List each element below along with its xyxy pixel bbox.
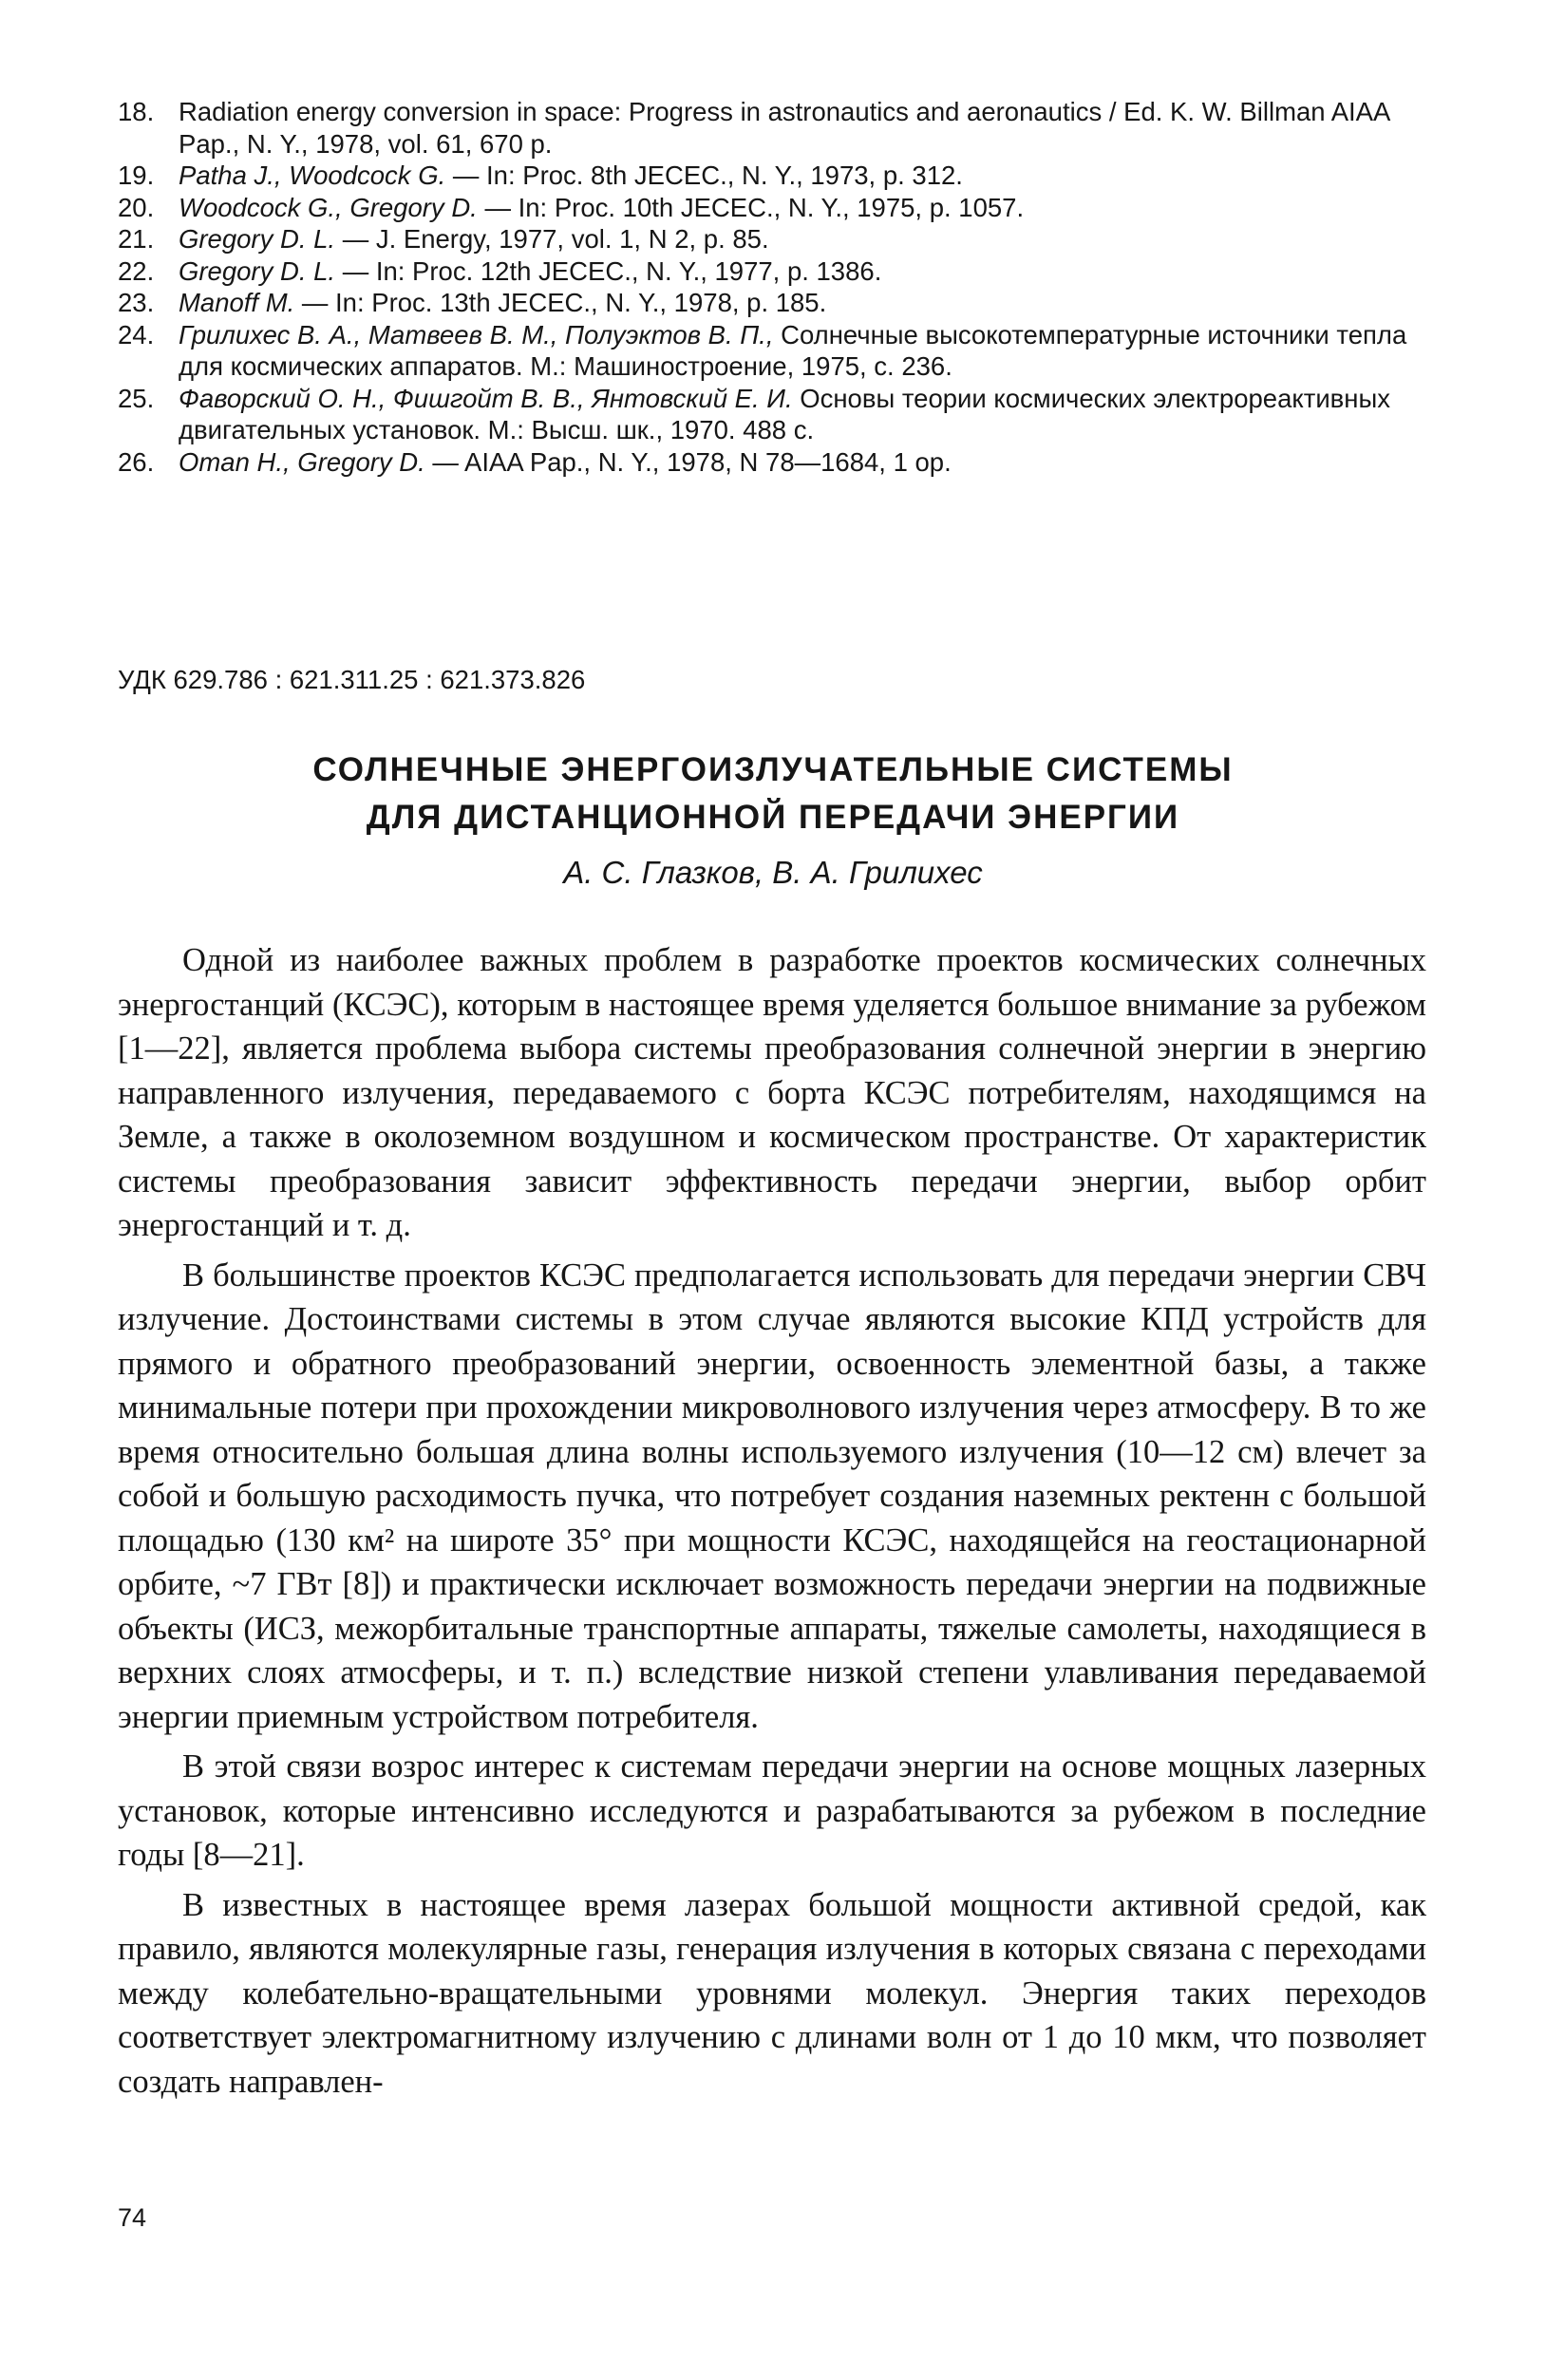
reference-text: — AIAA Pap., N. Y., 1978, N 78—1684, 1 op. bbox=[424, 446, 952, 477]
reference-number: 26. bbox=[118, 446, 155, 477]
article-title-line: СОЛНЕЧНЫЕ ЭНЕРГОИЗЛУЧАТЕЛЬНЫЕ СИСТЕМЫ bbox=[312, 751, 1234, 788]
reference-text: — In: Proc. 12th JECEC., N. Y., 1977, p. 1386. bbox=[335, 255, 882, 286]
udk-code: УДК 629.786 : 621.311.25 : 621.373.826 bbox=[118, 665, 586, 694]
body-paragraph: Одной из наиболее важных проблем в разработке проектов космических солнечных энергостанций (КСЭС), которым в настоящее время уделяется большое внимание за рубежом [1—22], является проблема выбора системы преобразования солнечной энергии в энергию направленного излучения, передаваемого с борта КСЭС потребителям, находящимся на Земле, а также в околоземном воздушном и космическом пространстве. От характеристик системы преобразования зависит эффективность передачи энергии, выбор орбит энергостанций и т. д. bbox=[118, 942, 1426, 1243]
reference-authors: Грилихес В. А., Матвеев В. М., Полуэктов В. П., bbox=[179, 319, 774, 349]
page-number: 74 bbox=[118, 2203, 147, 2232]
reference-item bbox=[118, 192, 1447, 224]
reference-text: Солнечные высокотемпературные источники тепла для космических аппаратов. М.: Машиностроение, 1975, с. 236. bbox=[179, 319, 1407, 381]
reference-item bbox=[118, 319, 1447, 383]
reference-item bbox=[118, 255, 1447, 288]
reference-item bbox=[118, 223, 1447, 255]
reference-authors: Gregory D. L. bbox=[179, 224, 336, 254]
reference-authors: Manoff M. bbox=[179, 288, 295, 317]
reference-number: 18. bbox=[118, 97, 155, 126]
reference-authors: Gregory D. L. bbox=[179, 255, 336, 286]
reference-item bbox=[118, 446, 1447, 479]
article-title bbox=[118, 746, 1428, 841]
reference-authors: Patha J., Woodcock G. bbox=[179, 161, 446, 190]
reference-authors: Oman H., Gregory D. bbox=[179, 446, 425, 477]
reference-authors: Woodcock G., Gregory D. bbox=[179, 192, 478, 222]
reference-text: Основы теории космических электрореактивных двигательных установок. М.: Высш. шк., 1970. 488 с. bbox=[179, 383, 1390, 444]
body-paragraph: В этой связи возрос интерес к системам передачи энергии на основе мощных лазерных установок, которые интенсивно исследуются и разрабатываются за рубежом в последние годы [8—21]. bbox=[118, 1748, 1426, 1873]
reference-item bbox=[118, 160, 1447, 192]
article-title-line: ДЛЯ ДИСТАНЦИОННОЙ ПЕРЕДАЧИ ЭНЕРГИИ bbox=[366, 799, 1180, 836]
reference-list bbox=[118, 96, 1447, 478]
reference-number: 23. bbox=[118, 288, 155, 317]
reference-number: 25. bbox=[118, 383, 155, 413]
reference-number: 20. bbox=[118, 192, 155, 222]
body-paragraph: В известных в настоящее время лазерах большой мощности активной средой, как правило, являются молекулярные газы, генерация излучения в которых связана с переходами между колебательно-вращательными уровнями молекул. Энергия таких переходов соответствует электромагнитному излучению с длинами волн от 1 до 10 мкм, что позволяет создать направлен- bbox=[118, 1886, 1426, 2100]
reference-item bbox=[118, 383, 1447, 446]
reference-item bbox=[118, 287, 1447, 319]
reference-text: Radiation energy conversion in space: Progress in astronautics and aeronautics / Ed. K. W. Billman AIAA Pap., N. Y., 1978, vol. 61, 670 p. bbox=[179, 97, 1389, 159]
reference-text: — J. Energy, 1977, vol. 1, N 2, p. 85. bbox=[335, 224, 769, 254]
body-paragraph: В большинстве проектов КСЭС предполагается использовать для передачи энергии СВЧ излучение. Достоинствами системы в этом случае являются высокие КПД устройств для прямого и обратного преобразований энергии, освоенность элементной базы, а также минимальные потери при прохождении микроволнового излучения через атмосферу. В то же время относительно большая длина волны используемого излучения (10—12 см) влечет за собой и большую расходимость пучка, что потребует создания наземных ректенн с большой площадью (130 км² на широте 35° при мощности КСЭС, находящейся на геостационарной орбите, ~7 ГВт [8]) и практически исключает возможность передачи энергии на подвижные объекты (ИСЗ, межорбитальные транспортные аппараты, тяжелые самолеты, находящиеся в верхних слоях атмосферы, и т. п.) вследствие низкой степени улавливания передаваемой энергии приемным устройством потребителя. bbox=[118, 1256, 1426, 1735]
article-authors: А. С. Глазков, В. А. Грилихес bbox=[563, 855, 983, 890]
article-body bbox=[118, 938, 1426, 2109]
reference-text: — In: Proc. 13th JECEC., N. Y., 1978, p. 185. bbox=[294, 288, 827, 317]
reference-number: 21. bbox=[118, 224, 155, 254]
reference-number: 22. bbox=[118, 255, 155, 286]
reference-number: 19. bbox=[118, 161, 155, 190]
reference-authors: Фаворский О. Н., Фишгойт В. В., Янтовский Е. И. bbox=[179, 383, 793, 413]
reference-text: — In: Proc. 10th JECEC., N. Y., 1975, p. 1057. bbox=[477, 192, 1025, 222]
reference-number: 24. bbox=[118, 319, 155, 349]
reference-item bbox=[118, 96, 1447, 160]
reference-text: — In: Proc. 8th JECEC., N. Y., 1973, p. 312. bbox=[445, 161, 963, 190]
